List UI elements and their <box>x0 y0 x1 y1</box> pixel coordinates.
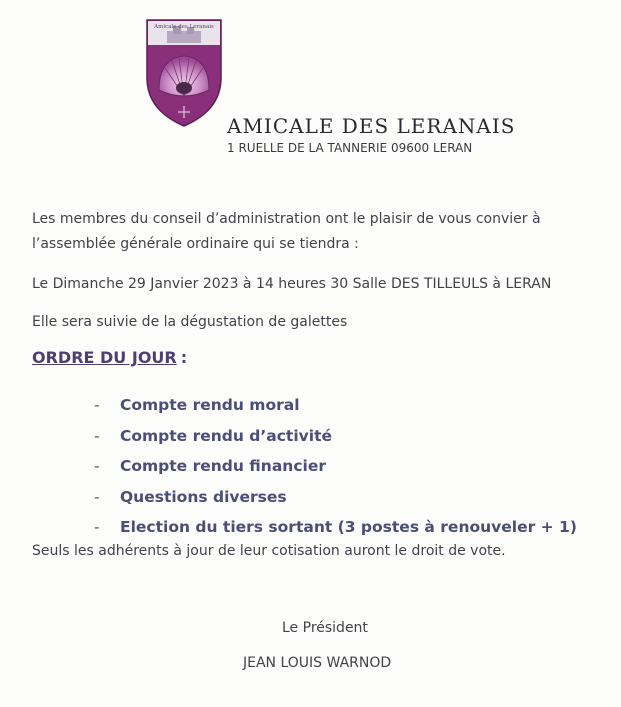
agenda-item-label: Compte rendu financier <box>120 457 326 476</box>
agenda-item-label: Compte rendu d’activité <box>120 426 332 445</box>
crest-logo <box>145 18 223 128</box>
dash-bullet: - <box>94 457 100 476</box>
dash-bullet: - <box>94 487 100 506</box>
organization-name: AMICALE DES LERANAIS <box>227 114 516 138</box>
signature-title: Le Président <box>282 620 368 636</box>
organization-address: 1 RUELLE DE LA TANNERIE 09600 LERAN <box>227 141 473 155</box>
agenda-item-label: Election du tiers sortant (3 postes à renouveler + 1) <box>120 518 577 537</box>
agenda-list <box>94 390 577 543</box>
dash-bullet: - <box>94 518 100 537</box>
agenda-heading-text: ORDRE DU JOUR <box>32 348 177 367</box>
agenda-heading-colon: : <box>180 348 188 367</box>
voting-note: Seuls les adhérents à jour de leur cotisation auront le droit de vote. <box>32 543 506 559</box>
meeting-date-line: Le Dimanche 29 Janvier 2023 à 14 heures 30 Salle DES TILLEULS à LERAN <box>32 276 552 292</box>
dash-bullet: - <box>94 396 100 415</box>
signature-name: JEAN LOUIS WARNOD <box>243 655 392 671</box>
intro-line-1: Les membres du conseil d’administration ont le plaisir de vous convier à <box>32 211 541 227</box>
crest-caption: Amicale des Leranais <box>154 24 214 30</box>
agenda-item <box>94 512 577 543</box>
agenda-item-label: Compte rendu moral <box>120 396 300 415</box>
intro-line-2: l’assemblée générale ordinaire qui se tiendra : <box>32 236 359 252</box>
agenda-item <box>94 451 577 482</box>
followup-line: Elle sera suivie de la dégustation de galettes <box>32 314 348 330</box>
agenda-heading <box>32 348 187 367</box>
agenda-item-label: Questions diverses <box>120 487 287 506</box>
agenda-item <box>94 390 577 421</box>
agenda-item <box>94 482 577 513</box>
agenda-item <box>94 421 577 452</box>
dash-bullet: - <box>94 426 100 445</box>
